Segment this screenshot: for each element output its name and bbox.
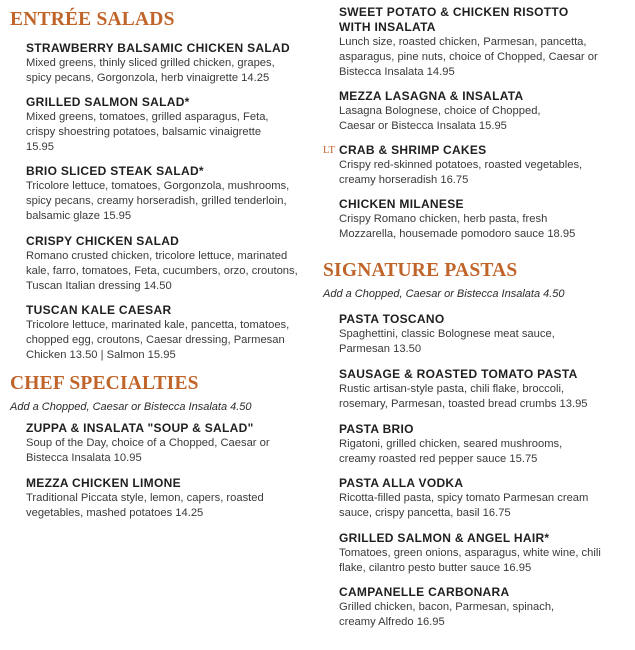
item-name-line-2: WITH INSALATA — [339, 20, 436, 34]
menu-item-pasta-brio — [339, 422, 601, 467]
item-name: GRILLED SALMON & ANGEL HAIR* — [339, 531, 550, 545]
menu-item-grilled-salmon-salad — [26, 95, 286, 155]
menu-item-mezza-lasagna — [339, 89, 571, 134]
item-description: Ricotta-filled pasta, spicy tomato Parmesan cream sauce, crispy pancetta, basil 16.75 — [339, 492, 589, 519]
item-name: PASTA BRIO — [339, 422, 414, 436]
item-name: CHICKEN MILANESE — [339, 197, 464, 211]
item-description: Soup of the Day, choice of a Chopped, Caesar or Bistecca Insalata 10.95 — [26, 437, 270, 464]
item-name-line-1: SWEET POTATO & CHICKEN RISOTTO — [339, 5, 569, 19]
item-description: Mixed greens, tomatoes, grilled asparagus, Feta, crispy shoestring potatoes, balsamic vinaigrette 15.95 — [26, 111, 269, 153]
menu-item-mezza-chicken-limone — [26, 476, 288, 521]
item-name: GRILLED SALMON SALAD* — [26, 95, 190, 109]
item-description: Romano crusted chicken, tricolore lettuce, marinated kale, farro, tomatoes, Feta, cucumbers, orzo, croutons, Tuscan Italian dressing 14.50 — [26, 250, 298, 292]
item-name: MEZZA LASAGNA & INSALATA — [339, 89, 524, 103]
item-description: Crispy Romano chicken, herb pasta, fresh Mozzarella, housemade pomodoro sauce 18.95 — [339, 213, 576, 240]
item-name: TUSCAN KALE CAESAR — [26, 303, 172, 317]
menu-item-sweet-potato-risotto — [339, 5, 601, 80]
section-title-chef-specialties: CHEF SPECIALTIES — [10, 373, 199, 394]
item-name: PASTA ALLA VODKA — [339, 476, 464, 490]
menu-item-chicken-milanese — [339, 197, 601, 242]
item-description: Tricolore lettuce, tomatoes, Gorgonzola, mushrooms, spicy pecans, creamy horseradish, grilled tenderloin, balsamic glaze 15.95 — [26, 180, 290, 222]
section-note-chef-specialties: Add a Chopped, Caesar or Bistecca Insalata 4.50 — [10, 401, 252, 413]
menu-item-pasta-toscano — [339, 312, 601, 357]
item-description: Spaghettini, classic Bolognese meat sauce, Parmesan 13.50 — [339, 328, 555, 355]
item-name: MEZZA CHICKEN LIMONE — [26, 476, 181, 490]
item-name: PASTA TOSCANO — [339, 312, 445, 326]
item-description: Tricolore lettuce, marinated kale, pancetta, tomatoes, chopped egg, croutons, Caesar dressing, Parmesan Chicken 13.50 | Salmon 15.95 — [26, 319, 290, 361]
item-description: Tomatoes, green onions, asparagus, white wine, chili flake, cilantro pesto butter sauce 16.95 — [339, 547, 601, 574]
menu-item-crispy-chicken-salad — [26, 234, 306, 294]
menu-item-tuscan-kale-caesar — [26, 303, 308, 363]
menu-item-grilled-salmon-angel-hair — [339, 531, 617, 576]
item-description: Rigatoni, grilled chicken, seared mushrooms, creamy roasted red pepper sauce 15.75 — [339, 438, 563, 465]
item-name: CRAB & SHRIMP CAKES — [339, 143, 487, 157]
item-description: Rustic artisan-style pasta, chili flake, broccoli, rosemary, Parmesan, toasted bread crumbs 13.95 — [339, 383, 588, 410]
section-note-signature-pastas: Add a Chopped, Caesar or Bistecca Insalata 4.50 — [323, 288, 565, 300]
menu-item-zuppa-insalata — [26, 421, 294, 466]
item-name: SAUSAGE & ROASTED TOMATO PASTA — [339, 367, 578, 381]
item-name — [339, 5, 601, 35]
menu-item-crab-shrimp-cakes — [323, 143, 607, 188]
menu-item-brio-sliced-steak — [26, 164, 308, 224]
menu-item-pasta-alla-vodka — [339, 476, 609, 521]
item-name: BRIO SLICED STEAK SALAD* — [26, 164, 204, 178]
item-name: CAMPANELLE CARBONARA — [339, 585, 510, 599]
item-description: Lasagna Bolognese, choice of Chopped, Caesar or Bistecca Insalata 15.95 — [339, 105, 541, 132]
item-name: STRAWBERRY BALSAMIC CHICKEN SALAD — [26, 41, 290, 55]
menu-item-sausage-roasted-tomato — [339, 367, 601, 412]
item-description: Traditional Piccata style, lemon, capers, roasted vegetables, mashed potatoes 14.25 — [26, 492, 264, 519]
menu-item-campanelle-carbonara — [339, 585, 589, 630]
item-description: Lunch size, roasted chicken, Parmesan, pancetta, asparagus, pine nuts, choice of Chopped, Caesar or Bistecca Insalata 14.95 — [339, 36, 598, 78]
item-description: Mixed greens, thinly sliced grilled chicken, grapes, spicy pecans, Gorgonzola, herb vinaigrette 14.25 — [26, 57, 275, 84]
item-description: Grilled chicken, bacon, Parmesan, spinach, creamy Alfredo 16.95 — [339, 601, 555, 628]
item-name: ZUPPA & INSALATA "SOUP & SALAD" — [26, 421, 254, 435]
menu-item-strawberry-balsamic — [26, 41, 294, 86]
item-name: CRISPY CHICKEN SALAD — [26, 234, 180, 248]
item-description: Crispy red-skinned potatoes, roasted vegetables, creamy horseradish 16.75 — [339, 159, 583, 186]
section-title-entree-salads: ENTRÉE SALADS — [10, 9, 175, 30]
lt-badge: LT — [323, 145, 335, 156]
section-title-signature-pastas: SIGNATURE PASTAS — [323, 260, 518, 281]
